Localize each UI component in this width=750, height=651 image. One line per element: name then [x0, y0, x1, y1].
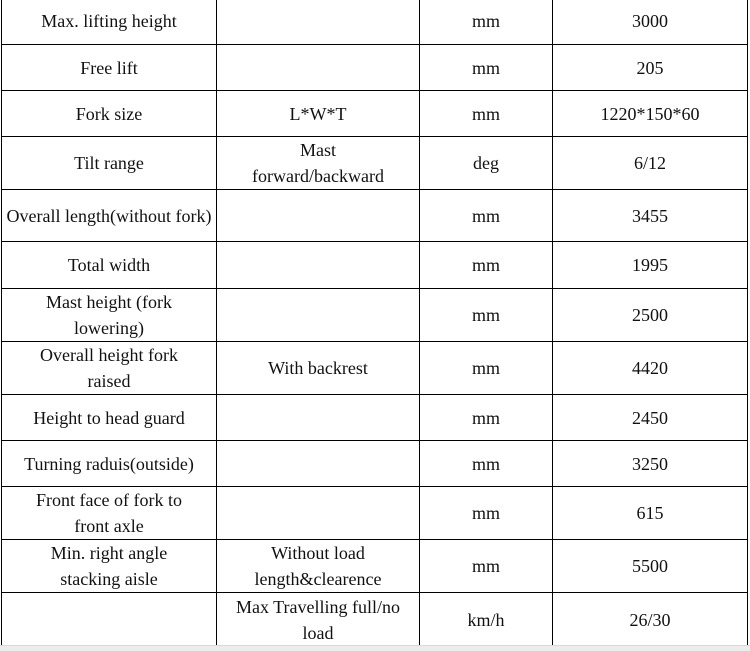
- unit-cell: mm: [420, 190, 553, 242]
- value-cell: 3455: [553, 190, 748, 242]
- condition-cell: [217, 190, 420, 242]
- unit-cell: mm: [420, 91, 553, 137]
- unit-cell: mm: [420, 441, 553, 487]
- value-cell: 6/12: [553, 137, 748, 190]
- unit-cell: mm: [420, 0, 553, 45]
- table-row: [2, 593, 748, 647]
- item-cell: Overall height fork raised: [2, 342, 217, 395]
- value-cell: 615: [553, 487, 748, 540]
- condition-cell: Max Travelling full/no load: [217, 593, 420, 647]
- item-cell: [2, 593, 217, 647]
- value-cell: 2450: [553, 395, 748, 441]
- value-cell: 5500: [553, 540, 748, 593]
- condition-cell: [217, 441, 420, 487]
- table-row: [2, 289, 748, 342]
- item-cell: Mast height (fork lowering): [2, 289, 217, 342]
- item-cell: Fork size: [2, 91, 217, 137]
- table-row: [2, 342, 748, 395]
- forklift-spec-table: [1, 0, 748, 647]
- condition-cell: Mast forward/backward: [217, 137, 420, 190]
- viewer-bottom-edge: [0, 645, 750, 651]
- item-cell: Front face of fork to front axle: [2, 487, 217, 540]
- table-row: [2, 0, 748, 45]
- unit-cell: mm: [420, 342, 553, 395]
- unit-cell: mm: [420, 487, 553, 540]
- condition-cell: [217, 45, 420, 91]
- table-row: [2, 441, 748, 487]
- unit-cell: mm: [420, 540, 553, 593]
- value-cell: 26/30: [553, 593, 748, 647]
- value-cell: 1220*150*60: [553, 91, 748, 137]
- item-cell: Free lift: [2, 45, 217, 91]
- item-cell: Min. right angle stacking aisle: [2, 540, 217, 593]
- unit-cell: mm: [420, 289, 553, 342]
- item-cell: Max. lifting height: [2, 0, 217, 45]
- unit-cell: deg: [420, 137, 553, 190]
- item-cell: Tilt range: [2, 137, 217, 190]
- condition-cell: L*W*T: [217, 91, 420, 137]
- table-row: [2, 190, 748, 242]
- table-row: [2, 91, 748, 137]
- item-cell: Turning raduis(outside): [2, 441, 217, 487]
- condition-cell: [217, 0, 420, 45]
- condition-cell: [217, 395, 420, 441]
- table-row: [2, 137, 748, 190]
- table-row: [2, 487, 748, 540]
- value-cell: 3250: [553, 441, 748, 487]
- condition-cell: With backrest: [217, 342, 420, 395]
- item-cell: Total width: [2, 242, 217, 289]
- unit-cell: mm: [420, 395, 553, 441]
- value-cell: 3000: [553, 0, 748, 45]
- table-row: [2, 242, 748, 289]
- condition-cell: [217, 289, 420, 342]
- unit-cell: km/h: [420, 593, 553, 647]
- value-cell: 2500: [553, 289, 748, 342]
- table-row: [2, 45, 748, 91]
- item-cell: Height to head guard: [2, 395, 217, 441]
- item-cell: Overall length(without fork): [2, 190, 217, 242]
- value-cell: 1995: [553, 242, 748, 289]
- condition-cell: [217, 487, 420, 540]
- unit-cell: mm: [420, 242, 553, 289]
- table-row: [2, 395, 748, 441]
- condition-cell: Without load length&clearence: [217, 540, 420, 593]
- table-row: [2, 540, 748, 593]
- condition-cell: [217, 242, 420, 289]
- value-cell: 4420: [553, 342, 748, 395]
- unit-cell: mm: [420, 45, 553, 91]
- value-cell: 205: [553, 45, 748, 91]
